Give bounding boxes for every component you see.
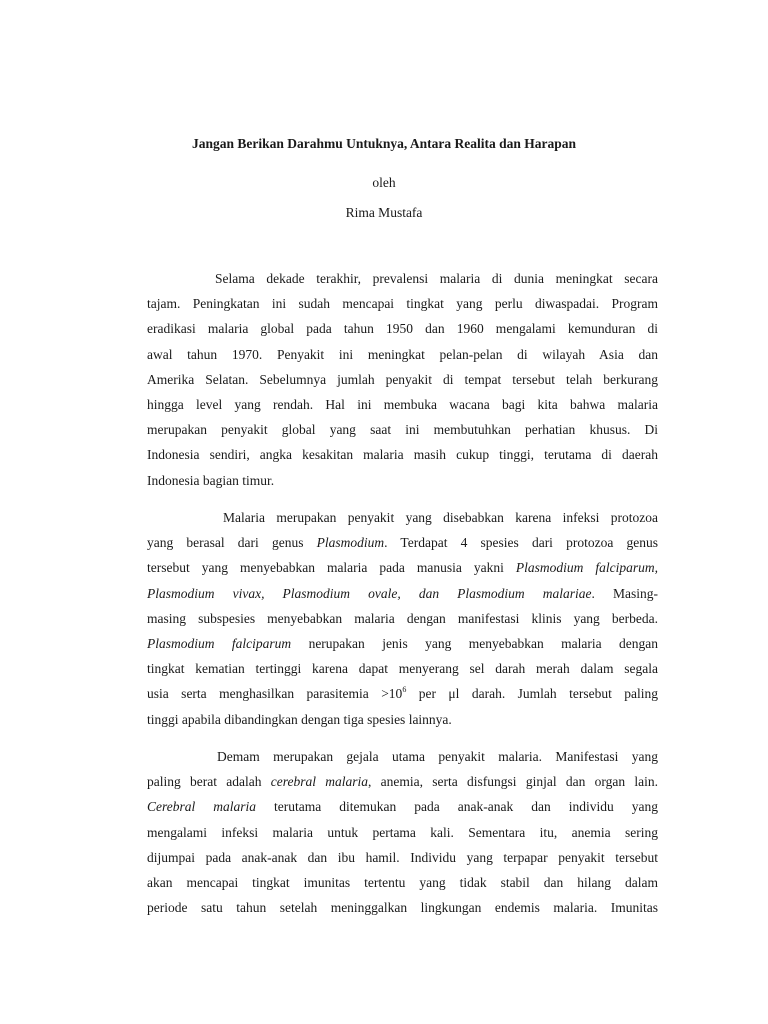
text-line (147, 769, 658, 794)
italic-text: cerebral malaria (270, 774, 369, 790)
text-run: yang berasal dari genus (147, 535, 317, 551)
text-line (147, 442, 658, 467)
text-line (147, 417, 658, 442)
text-line (147, 342, 658, 367)
byline-label: oleh (372, 175, 396, 190)
text-run: mengalami infeksi malaria untuk pertama kali. Sementara itu, anemia sering (147, 824, 658, 840)
text-run: Amerika Selatan. Sebelumnya jumlah penyakit di tempat tersebut telah berkurang (147, 371, 658, 387)
text-run: merupakan penyakit global yang saat ini membutuhkan perhatian khusus. Di (147, 422, 658, 438)
text-line (147, 820, 658, 845)
text-run: tingkat kematian tertinggi karena dapat menyerang sel darah merah dalam segala (147, 661, 658, 677)
text-run: awal tahun 1970. Penyakit ini meningkat pelan-pelan di wilayah Asia dan (147, 346, 658, 362)
text-run: Demam merupakan gejala utama penyakit malaria. Manifestasi yang (217, 749, 658, 764)
text-line (147, 895, 658, 920)
text-line (147, 606, 658, 631)
text-run: tersebut yang menyebabkan malaria pada manusia yakni (147, 560, 516, 576)
document-title: Jangan Berikan Darahmu Untuknya, Antara Realita dan Harapan (191, 136, 577, 151)
text-line (147, 266, 658, 291)
text-line (147, 744, 658, 769)
superscript: 6 (402, 685, 407, 695)
text-run: Selama dekade terakhir, prevalensi malaria di dunia meningkat secara (215, 271, 658, 286)
text-run: Indonesia bagian timur. (147, 472, 275, 488)
text-line (147, 530, 658, 555)
text-run: tajam. Peningkatan ini sudah mencapai tingkat yang perlu diwaspadai. Program (147, 296, 658, 312)
text-run: Malaria merupakan penyakit yang disebabkan karena infeksi protozoa (223, 510, 658, 525)
text-run: . Terdapat 4 spesies dari protozoa genus (384, 535, 658, 551)
italic-text: Plasmodium falciparum, (515, 560, 658, 576)
text-line (147, 631, 658, 656)
text-line (147, 845, 658, 870)
text-run: . Masing- (591, 585, 658, 601)
paragraph-1 (147, 266, 658, 493)
italic-text: Cerebral malaria (147, 799, 257, 815)
text-line (147, 316, 658, 341)
text-line (147, 367, 658, 392)
text-line (147, 505, 658, 530)
text-run: dijumpai pada anak-anak dan ibu hamil. Individu yang terpapar penyakit tersebut (147, 849, 658, 865)
author-name: Rima Mustafa (345, 205, 423, 220)
text-run: nerupakan jenis yang menyebabkan malaria dengan (291, 635, 658, 651)
text-line (147, 555, 658, 580)
text-run: akan mencapai tingkat imunitas tertentu yang tidak stabil dan hilang dalam (147, 874, 658, 890)
text-run: masing subspesies menyebabkan malaria dengan manifestasi klinis yang berbeda. (147, 610, 658, 626)
text-line (147, 656, 658, 681)
text-line (147, 392, 658, 417)
text-run: paling berat adalah (147, 774, 271, 790)
text-run: hingga level yang rendah. Hal ini membuka wacana bagi kita bahwa malaria (147, 396, 658, 412)
text-line (147, 468, 658, 493)
paragraph-2 (147, 505, 658, 732)
text-run: per μl darah. Jumlah tersebut paling (406, 686, 659, 702)
text-run: tinggi apabila dibandingkan dengan tiga spesies lainnya. (147, 711, 452, 727)
italic-text: Plasmodium vivax, Plasmodium ovale, dan Plasmodium malariae (147, 585, 592, 601)
text-line (147, 870, 658, 895)
italic-text: Plasmodium (316, 535, 385, 551)
paragraph-3 (147, 744, 658, 920)
text-line (147, 794, 658, 819)
text-line (147, 707, 658, 732)
text-line (147, 581, 658, 606)
text-line (147, 291, 658, 316)
text-run: , anemia, serta disfungsi ginjal dan organ lain. (368, 774, 658, 790)
text-run: terutama ditemukan pada anak-anak dan individu yang (256, 799, 658, 815)
text-line (147, 681, 658, 706)
text-run: Indonesia sendiri, angka kesakitan malaria masih cukup tinggi, terutama di daerah (147, 447, 658, 463)
text-run: eradikasi malaria global pada tahun 1950 dan 1960 mengalami kemunduran di (147, 321, 658, 337)
text-run: periode satu tahun setelah meninggalkan lingkungan endemis malaria. Imunitas (147, 900, 658, 916)
italic-text: Plasmodium falciparum (147, 635, 292, 651)
text-run: usia serta menghasilkan parasitemia >10 (147, 686, 403, 702)
